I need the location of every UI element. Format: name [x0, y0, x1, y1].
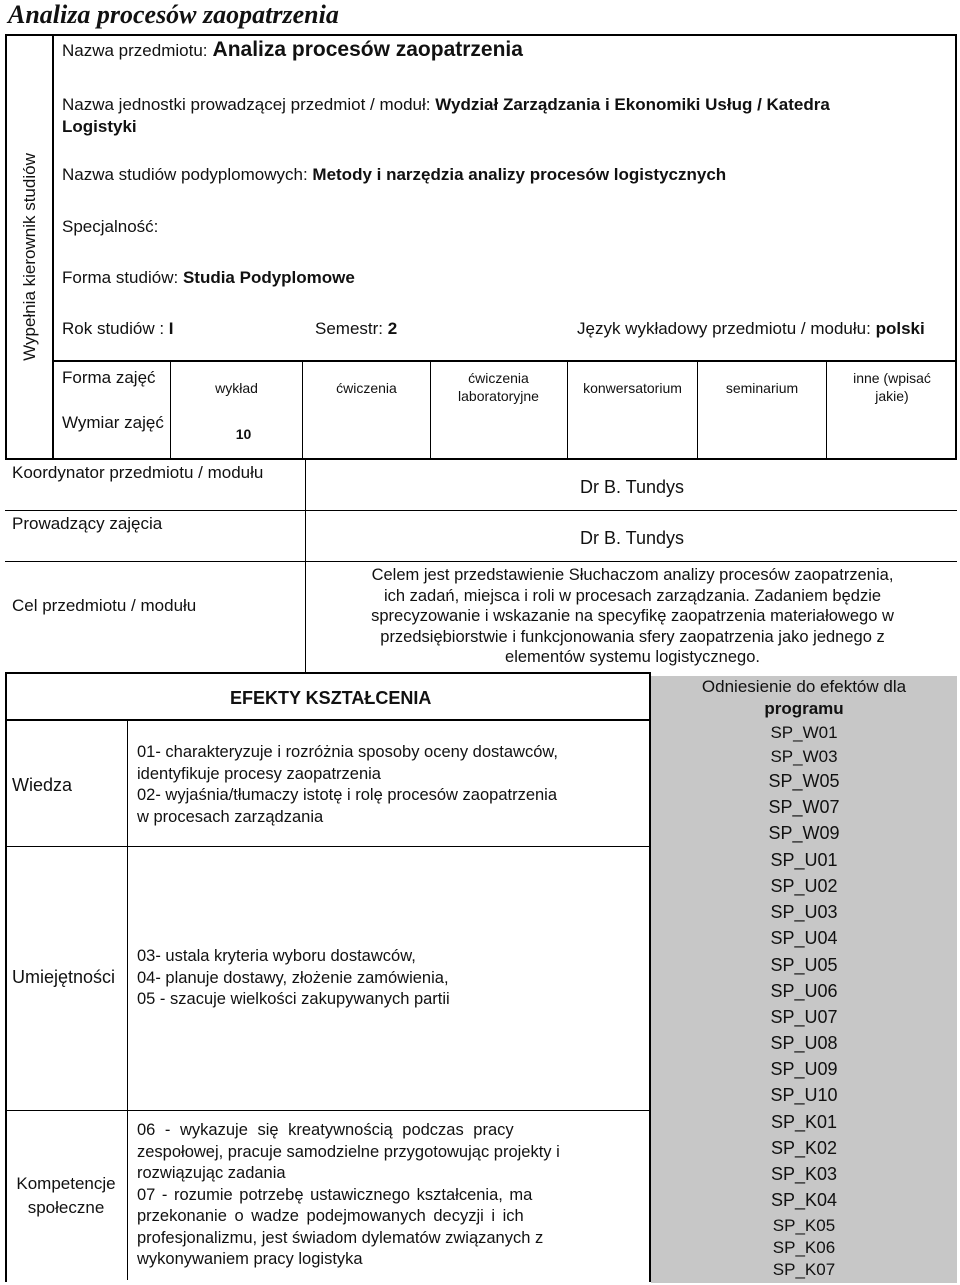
language-value: polski	[875, 319, 925, 338]
side-divider	[52, 34, 54, 460]
outcomes-label-divider	[127, 720, 128, 1280]
skills-code: SP_U08	[770, 1033, 838, 1053]
frame-right	[955, 34, 957, 460]
competences-line: rozwiązując zadania	[137, 1164, 286, 1182]
year-row	[62, 319, 174, 339]
specialty-label: Specjalność:	[62, 217, 159, 236]
reference-header	[651, 676, 957, 720]
knowledge-code: SP_W07	[768, 797, 840, 817]
semester-row	[315, 319, 397, 339]
class-type-lab: ćwiczenia laboratoryjne	[458, 370, 539, 404]
skills-text	[137, 946, 637, 1011]
semester-value: 2	[387, 319, 398, 338]
competences-line: wykonywaniem pracy logistyka	[137, 1250, 363, 1268]
competences-text	[137, 1120, 637, 1271]
coordinator-value: Dr B. Tundys	[580, 477, 685, 497]
knowledge-code: SP_W05	[768, 771, 840, 791]
instructor-label: Prowadzący zajęcia	[12, 514, 163, 533]
course-name-value: Analiza procesów zaopatrzenia	[212, 38, 523, 61]
classes-divider	[430, 361, 431, 458]
skills-code: SP_U07	[770, 1007, 838, 1027]
competences-line: 06 - wykazuje się kreatywnością podczas pracy	[137, 1121, 514, 1139]
knowledge-code: SP_W01	[770, 723, 838, 742]
row-line	[5, 846, 650, 847]
class-type-exercises: ćwiczenia	[336, 380, 397, 396]
competences-line: 07 - rozumie potrzebę ustawicznego kształcenia, ma	[137, 1185, 533, 1204]
program-row	[62, 165, 726, 185]
frame-left	[5, 34, 7, 460]
mode-row	[62, 268, 355, 288]
lecture-hours: 10	[235, 426, 252, 442]
competences-label-line2: społeczne	[27, 1198, 105, 1217]
class-type-seminar: seminarium	[725, 380, 799, 396]
skills-code: SP_U04	[770, 928, 838, 948]
knowledge-label: Wiedza	[12, 775, 73, 795]
skills-line: 04- planuje dostawy, złożenie zamówienia,	[137, 968, 449, 987]
goal-line: sprecyzowanie i wskazanie na specyfikę zaopatrzenia materiałowego w	[371, 607, 894, 625]
goal-label: Cel przedmiotu / modułu	[12, 596, 197, 615]
skills-line: 05 - szacuje wielkości zakupywanych partii	[137, 990, 450, 1008]
program-value: Metody i narzędzia analizy procesów logistycznych	[312, 165, 727, 184]
competences-code: SP_K07	[772, 1260, 836, 1279]
mode-value: Studia Podyplomowe	[182, 268, 355, 287]
frame-bottom	[5, 458, 957, 460]
hours-label: Wymiar zajęć	[62, 413, 164, 432]
knowledge-line: 02- wyjaśnia/tłumaczy istotę i rolę procesów zaopatrzenia	[137, 786, 558, 804]
skills-code: SP_U02	[770, 876, 838, 896]
coordinator-label: Koordynator przedmiotu / modułu	[12, 463, 264, 482]
row-line	[5, 1110, 650, 1111]
goal-text	[310, 565, 955, 668]
skills-code: SP_U05	[770, 955, 838, 975]
classes-divider	[170, 361, 171, 458]
mode-label: Forma studiów:	[62, 268, 179, 287]
goal-line: ich zadań, miejsca i roli w procesach zarządzania. Zadaniem będzie	[383, 586, 882, 605]
language-label: Język wykładowy przedmiotu / modułu:	[577, 319, 871, 338]
classes-divider	[826, 361, 827, 458]
knowledge-code: SP_W09	[768, 823, 840, 843]
classes-top-line	[52, 360, 957, 362]
competences-code: SP_K03	[770, 1164, 838, 1184]
classes-divider	[567, 361, 568, 458]
skills-code: SP_U03	[770, 902, 838, 922]
competences-code: SP_K02	[770, 1138, 838, 1158]
unit-value-2: Logistyki	[62, 117, 137, 136]
language-row	[577, 319, 925, 339]
competences-label-line1: Kompetencje	[16, 1174, 116, 1193]
knowledge-line: 01- charakteryzuje i rozróżnia sposoby oceny dostawców,	[137, 743, 558, 761]
year-value: I	[168, 319, 174, 338]
reference-header-line1: Odniesienie do efektów dla	[701, 677, 907, 696]
outcomes-header-line	[5, 719, 650, 721]
course-name-row	[62, 38, 523, 62]
competences-line: profesjonalizmu, jest świadom dylematów związanych z	[137, 1228, 544, 1247]
row-line	[5, 561, 957, 562]
outcomes-header: EFEKTY KSZTAŁCENIA	[230, 688, 432, 708]
row-line	[5, 510, 957, 511]
skills-code: SP_U01	[770, 850, 838, 870]
knowledge-text	[137, 742, 637, 828]
frame-top	[5, 34, 957, 36]
instructor-value: Dr B. Tundys	[580, 528, 685, 548]
class-type-conversation: konwersatorium	[583, 380, 682, 396]
form-label: Forma zajęć	[62, 368, 156, 387]
goal-line: elementów systemu logistycznego.	[505, 648, 760, 666]
class-type-other: inne (wpisać jakie)	[853, 370, 931, 404]
skills-label: Umiejętności	[12, 967, 116, 987]
skills-code: SP_U09	[770, 1059, 838, 1079]
semester-label: Semestr:	[315, 319, 384, 338]
class-type-lecture: wykład	[215, 380, 258, 396]
unit-value-1: Wydział Zarządzania i Ekonomiki Usług / Katedra	[435, 95, 830, 114]
skills-code: SP_U06	[770, 981, 838, 1001]
unit-row	[62, 94, 942, 138]
knowledge-line: identyfikuje procesy zaopatrzenia	[137, 764, 381, 783]
course-name-label: Nazwa przedmiotu:	[62, 41, 208, 60]
year-label: Rok studiów :	[62, 319, 165, 338]
outcomes-top-line	[5, 672, 650, 674]
competences-code: SP_K05	[772, 1216, 836, 1235]
reference-header-line2: programu	[764, 699, 844, 718]
classes-divider	[302, 361, 303, 458]
goal-divider	[305, 562, 306, 672]
knowledge-code: SP_W03	[770, 747, 838, 766]
page-title: Analiza procesów zaopatrzenia	[8, 0, 339, 29]
knowledge-line: w procesach zarządzania	[137, 807, 324, 826]
skills-code: SP_U10	[770, 1085, 838, 1105]
instructor-divider	[305, 511, 306, 561]
goal-line: Celem jest przedstawienie Słuchaczom analizy procesów zaopatrzenia,	[371, 566, 894, 584]
competences-label	[8, 1172, 124, 1220]
program-label: Nazwa studiów podyplomowych:	[62, 165, 308, 184]
coordinator-divider	[305, 460, 306, 510]
side-label: Wypełnia kierownik studiów	[20, 153, 39, 361]
unit-label: Nazwa jednostki prowadzącej przedmiot / moduł:	[62, 95, 431, 114]
competences-code: SP_K01	[770, 1112, 838, 1132]
competences-code: SP_K06	[772, 1238, 836, 1257]
outcomes-left	[5, 672, 7, 1282]
skills-line: 03- ustala kryteria wyboru dostawców,	[137, 947, 416, 965]
competences-line: zespołowej, pracuje samodzielne przygotowując projekty i	[137, 1142, 560, 1161]
goal-line: przedsiębiorstwie i funkcjonowania sfery zaopatrzenia jako jednego z	[380, 627, 885, 646]
competences-line: przekonanie o wadze podejmowanych decyzji i ich	[137, 1207, 524, 1225]
competences-code: SP_K04	[770, 1190, 838, 1210]
classes-divider	[697, 361, 698, 458]
